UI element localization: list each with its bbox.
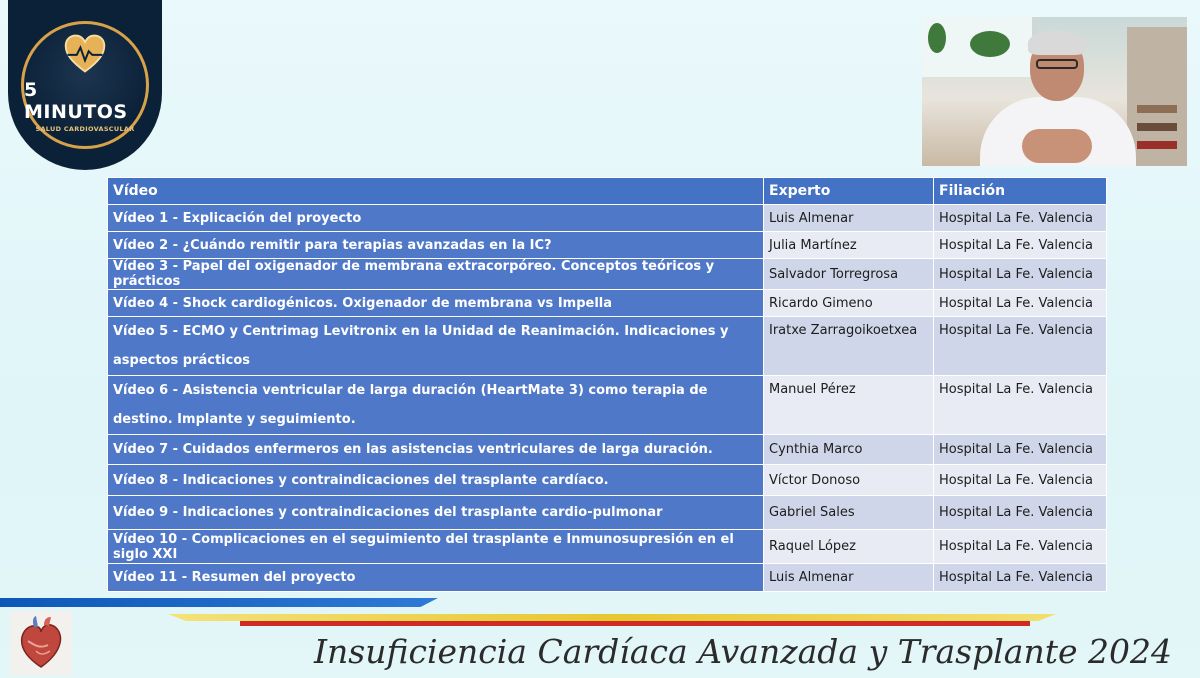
cell-video: Vídeo 5 - ECMO y Centrimag Levitronix en la Unidad de Reanimación. Indicaciones y aspectos prácticos [108, 317, 764, 376]
cell-video: Vídeo 1 - Explicación del proyecto [108, 205, 764, 232]
table-row [108, 232, 1107, 259]
cell-affiliation: Hospital La Fe. Valencia [934, 259, 1107, 290]
cell-affiliation: Hospital La Fe. Valencia [934, 290, 1107, 317]
cell-expert: Raquel López [764, 530, 934, 564]
cell-video: Vídeo 10 - Complicaciones en el seguimiento del trasplante e Inmunosupresión en el siglo XXI [108, 530, 764, 564]
cell-affiliation: Hospital La Fe. Valencia [934, 564, 1107, 592]
cell-affiliation: Hospital La Fe. Valencia [934, 465, 1107, 496]
speaker-video [922, 17, 1187, 166]
cell-expert: Gabriel Sales [764, 496, 934, 530]
cell-affiliation: Hospital La Fe. Valencia [934, 496, 1107, 530]
table-row [108, 317, 1107, 376]
yellow-ribbon [168, 614, 1056, 621]
table-row [108, 496, 1107, 530]
cell-video: Vídeo 3 - Papel del oxigenador de membrana extracorpóreo. Conceptos teóricos y prácticos [108, 259, 764, 290]
cell-video: Vídeo 4 - Shock cardiogénicos. Oxigenador de membrana vs Impella [108, 290, 764, 317]
table-row [108, 205, 1107, 232]
cell-video: Vídeo 9 - Indicaciones y contraindicaciones del trasplante cardio-pulmonar [108, 496, 764, 530]
cell-affiliation: Hospital La Fe. Valencia [934, 205, 1107, 232]
cell-affiliation: Hospital La Fe. Valencia [934, 376, 1107, 435]
bookshelf-image [1127, 27, 1187, 166]
header-affiliation: Filiación [934, 178, 1107, 205]
cell-video: Vídeo 11 - Resumen del proyecto [108, 564, 764, 592]
speaker-glasses [1036, 59, 1078, 69]
cell-video: Vídeo 7 - Cuidados enfermeros en las asistencias ventriculares de larga duración. [108, 435, 764, 465]
cell-expert: Víctor Donoso [764, 465, 934, 496]
cell-expert: Luis Almenar [764, 205, 934, 232]
heart-logo-icon [62, 31, 108, 77]
cell-video: Vídeo 6 - Asistencia ventricular de larga duración (HeartMate 3) como terapia de destino. Implante y seguimiento. [108, 376, 764, 435]
header-expert: Experto [764, 178, 934, 205]
cell-affiliation: Hospital La Fe. Valencia [934, 530, 1107, 564]
table-row [108, 435, 1107, 465]
channel-logo [8, 0, 162, 170]
table-row [108, 564, 1107, 592]
table-row [108, 465, 1107, 496]
cell-expert: Manuel Pérez [764, 376, 934, 435]
heart-anatomy-icon [14, 615, 68, 671]
header-video: Vídeo [108, 178, 764, 205]
video-schedule-table [107, 177, 1107, 592]
cell-expert: Iratxe Zarragoikoetxea [764, 317, 934, 376]
cell-expert: Salvador Torregrosa [764, 259, 934, 290]
course-title: Insuficiencia Cardíaca Avanzada y Trasplante 2024 [313, 632, 1172, 671]
blue-ribbon [0, 598, 438, 607]
cell-affiliation: Hospital La Fe. Valencia [934, 232, 1107, 259]
table-row [108, 259, 1107, 290]
logo-title: 5 MINUTOS [24, 79, 128, 123]
heart-thumbnail [10, 611, 72, 675]
cell-expert: Cynthia Marco [764, 435, 934, 465]
table-header-row [108, 178, 1107, 205]
red-ribbon [240, 621, 1030, 626]
speaker-hands [1022, 129, 1092, 163]
cell-affiliation: Hospital La Fe. Valencia [934, 317, 1107, 376]
cell-expert: Ricardo Gimeno [764, 290, 934, 317]
logo-emblem [21, 21, 149, 149]
plant-image [970, 31, 1010, 57]
table-row [108, 376, 1107, 435]
cell-expert: Julia Martínez [764, 232, 934, 259]
table-row [108, 290, 1107, 317]
cell-expert: Luis Almenar [764, 564, 934, 592]
logo-subtitle: SALUD CARDIOVASCULAR [35, 125, 135, 133]
speaker-hair [1028, 31, 1086, 55]
cell-video: Vídeo 8 - Indicaciones y contraindicaciones del trasplante cardíaco. [108, 465, 764, 496]
cell-affiliation: Hospital La Fe. Valencia [934, 435, 1107, 465]
cell-video: Vídeo 2 - ¿Cuándo remitir para terapias avanzadas en la IC? [108, 232, 764, 259]
table-row [108, 530, 1107, 564]
plant-image [928, 23, 946, 53]
